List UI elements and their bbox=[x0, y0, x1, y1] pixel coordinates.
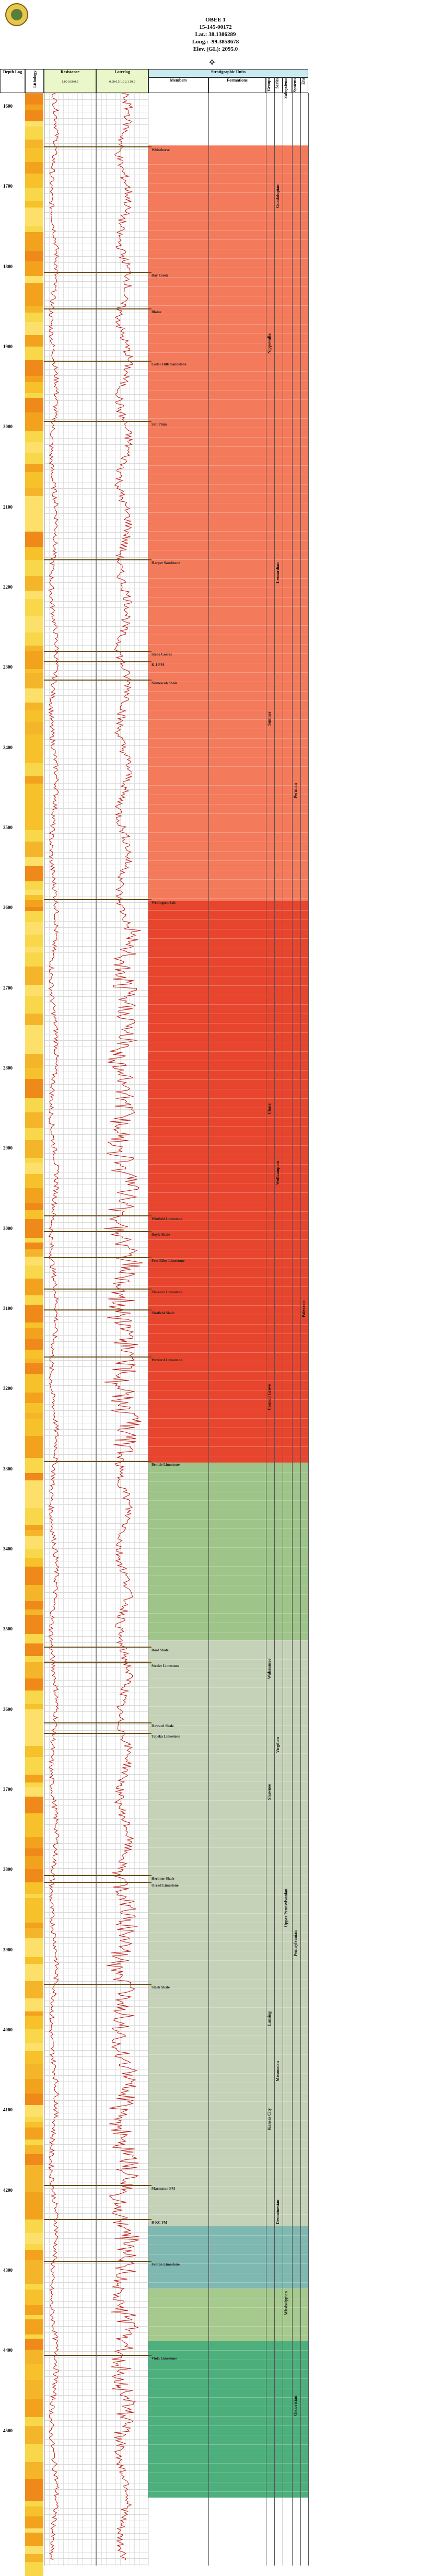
depth-label: 3300 bbox=[3, 1466, 13, 1471]
subsystems-label: Mississippian bbox=[284, 2291, 288, 2316]
groups-label: Kansas City bbox=[267, 2108, 272, 2130]
formation-top-line bbox=[44, 1289, 152, 1290]
series-header: Series bbox=[274, 77, 283, 93]
depth-header: Depth Log bbox=[0, 69, 25, 93]
groups-label: Nippewalla bbox=[267, 334, 272, 354]
formation-top-line bbox=[44, 2261, 152, 2262]
formation-top-line bbox=[44, 1733, 152, 1734]
groups-label: Wabaunsee bbox=[267, 1659, 272, 1680]
member-label: Wellington Salt bbox=[152, 901, 176, 905]
formation-top-line bbox=[44, 421, 152, 422]
depth-label: 3000 bbox=[3, 1225, 13, 1231]
formation-top-line bbox=[44, 308, 152, 309]
systems-header: Systems bbox=[292, 77, 300, 93]
resistance-header: Resistance 1.00 0.00 0.5 bbox=[44, 69, 96, 93]
series-label: Desmoinesian bbox=[275, 2200, 280, 2225]
formation-top-line bbox=[44, 651, 152, 652]
formation-top-line bbox=[44, 1984, 152, 1985]
depth-label: 2100 bbox=[3, 504, 13, 510]
subsystems-label: Upper Pennsylvanian bbox=[284, 1889, 288, 1927]
groups-label: Shawnee bbox=[267, 1784, 272, 1800]
depth-label: 2900 bbox=[3, 1145, 13, 1151]
formation-top-line bbox=[44, 1231, 152, 1232]
era-header: Era bbox=[300, 77, 308, 93]
member-label: Oread Limestone bbox=[152, 1883, 179, 1888]
era-label: Paleozoic bbox=[301, 1301, 306, 1317]
formation-top-line bbox=[44, 2185, 152, 2186]
series-label: Missourian bbox=[275, 2061, 280, 2082]
depth-label: 1900 bbox=[3, 344, 13, 349]
systems-label: Permian bbox=[293, 783, 298, 799]
column-headers bbox=[0, 69, 313, 99]
formation-top-line bbox=[44, 559, 152, 560]
groups-label: Council Grove bbox=[267, 1384, 272, 1410]
depth-label: 1800 bbox=[3, 263, 13, 269]
depth-label: 3900 bbox=[3, 1947, 13, 1952]
depth-label: 4100 bbox=[3, 2107, 13, 2113]
formation-top-line bbox=[44, 661, 152, 662]
systems-label: Pennsylvanian bbox=[293, 1930, 298, 1957]
depth-label: 4400 bbox=[3, 2348, 13, 2353]
member-label: Stotler Limestone bbox=[152, 1664, 179, 1668]
formation-top-line bbox=[44, 1875, 152, 1876]
member-label: Florence Limestone bbox=[152, 1290, 182, 1294]
laterlog-header: Laterlog 0.00 0.5 1.0 2.1 10.0 bbox=[96, 69, 148, 93]
formations-header: Formations bbox=[208, 77, 266, 93]
formation-top-line bbox=[44, 1309, 152, 1310]
depth-label: 1700 bbox=[3, 183, 13, 189]
formation-top-line bbox=[44, 1722, 152, 1723]
depth-label: 2600 bbox=[3, 905, 13, 911]
formation-top-line bbox=[44, 2355, 152, 2356]
api-number: 15-145-00172 bbox=[199, 24, 232, 30]
subsystems-header: Subsystems bbox=[283, 77, 292, 93]
depth-label: 3500 bbox=[3, 1626, 13, 1632]
member-label: Stark Shale bbox=[152, 1985, 170, 1990]
latitude: Lat.: 38.1386289 bbox=[195, 31, 236, 38]
systems-label: Ordovician bbox=[293, 2396, 298, 2416]
member-label: Cedar Hills Sandstone bbox=[152, 362, 187, 366]
depth-label: 3800 bbox=[3, 1867, 13, 1872]
depth-label: 3400 bbox=[3, 1546, 13, 1551]
formation-top-line bbox=[44, 2219, 152, 2220]
member-label: Doyle Shale bbox=[152, 1233, 170, 1237]
member-label: Ninnescah Shale bbox=[152, 681, 178, 685]
groups-label: Sumner bbox=[267, 711, 272, 726]
resistance-curve bbox=[44, 93, 97, 2566]
depth-label: 1600 bbox=[3, 104, 13, 109]
member-label: Fort Riley Limestone bbox=[152, 1259, 185, 1263]
laterlog-track bbox=[96, 93, 148, 2566]
member-label: Viola Limestone bbox=[152, 2356, 177, 2361]
member-label: Root Shale bbox=[152, 1648, 169, 1652]
formation-top-line bbox=[44, 1257, 152, 1258]
groups-header: Groups bbox=[266, 77, 274, 93]
depth-label: 3100 bbox=[3, 1306, 13, 1311]
depth-label: 2700 bbox=[3, 985, 13, 991]
strat-header: Stratigraphic Units bbox=[148, 69, 308, 77]
series-label: Virgilian bbox=[275, 1737, 280, 1753]
resistance-track bbox=[44, 93, 96, 2566]
depth-label: 2200 bbox=[3, 584, 13, 590]
member-label: Harper Sandstone bbox=[152, 561, 180, 565]
depth-label: 3700 bbox=[3, 1787, 13, 1792]
formation-top-line bbox=[44, 146, 152, 147]
lithology-column bbox=[25, 93, 43, 2566]
depth-label: 2800 bbox=[3, 1065, 13, 1071]
formation-top-line bbox=[44, 1215, 152, 1216]
formation-top-line bbox=[44, 272, 152, 273]
series-label: Guadalupian bbox=[275, 185, 280, 208]
depth-label: 2500 bbox=[3, 825, 13, 830]
formation-top-line bbox=[44, 1356, 152, 1358]
member-label: Topeka Limestone bbox=[152, 1734, 180, 1739]
formation-top-line bbox=[44, 361, 152, 362]
depth-label: 2400 bbox=[3, 744, 13, 750]
depth-label: 2000 bbox=[3, 424, 13, 430]
members-header: Members bbox=[148, 77, 208, 93]
series-label: Leonardian bbox=[275, 562, 280, 583]
depth-label: 2300 bbox=[3, 664, 13, 670]
formation-top-line bbox=[44, 1882, 152, 1883]
member-label: B-KC FM bbox=[152, 2221, 168, 2225]
member-label: Wreford Limestone bbox=[152, 1358, 182, 1362]
well-name: OBEE 1 bbox=[205, 17, 226, 23]
depth-label: 4200 bbox=[3, 2187, 13, 2193]
member-label: Winfield Limestone bbox=[152, 1217, 182, 1221]
laterlog-curve bbox=[97, 93, 149, 2566]
log-body bbox=[0, 93, 313, 2566]
lithology-header: Lithology bbox=[25, 69, 44, 93]
formation-top-line bbox=[44, 680, 152, 681]
formation-top-line bbox=[44, 1647, 152, 1648]
depth-label: 4500 bbox=[3, 2428, 13, 2433]
member-label: Heebner Shale bbox=[152, 1877, 174, 1881]
series-label: Wolfcampian bbox=[275, 1160, 280, 1185]
elevation: Elev. (GL): 2095.0 bbox=[193, 46, 238, 52]
header bbox=[0, 0, 431, 68]
member-label: Beattie Limestone bbox=[152, 1463, 180, 1467]
member-label: Whitehorse bbox=[152, 148, 170, 152]
depth-label: 4300 bbox=[3, 2268, 13, 2273]
compass-icon: ✥ bbox=[209, 59, 215, 67]
longitude: Long.: -99.3858678 bbox=[192, 39, 239, 45]
member-label: Matfield Shale bbox=[152, 1311, 174, 1315]
member-label: Fenton Limestone bbox=[152, 2262, 180, 2267]
member-label: Blaine bbox=[152, 310, 162, 314]
member-label: K-1 FM bbox=[152, 663, 164, 667]
groups-label: Chase bbox=[267, 1103, 272, 1114]
member-label: Day Creek bbox=[152, 273, 168, 278]
member-label: Howard Shale bbox=[152, 1724, 174, 1728]
formation-top-line bbox=[44, 899, 152, 900]
formation-top-line bbox=[44, 1461, 152, 1462]
member-label: Salt Plain bbox=[152, 422, 167, 427]
formation-top-line bbox=[44, 1662, 152, 1663]
member-label: Stone Corral bbox=[152, 652, 172, 657]
depth-label: 3600 bbox=[3, 1706, 13, 1712]
member-label: Marmaton FM bbox=[152, 2187, 175, 2191]
groups-label: Lansing bbox=[267, 2011, 272, 2026]
depth-label: 3200 bbox=[3, 1386, 13, 1392]
depth-label: 4000 bbox=[3, 2027, 13, 2032]
